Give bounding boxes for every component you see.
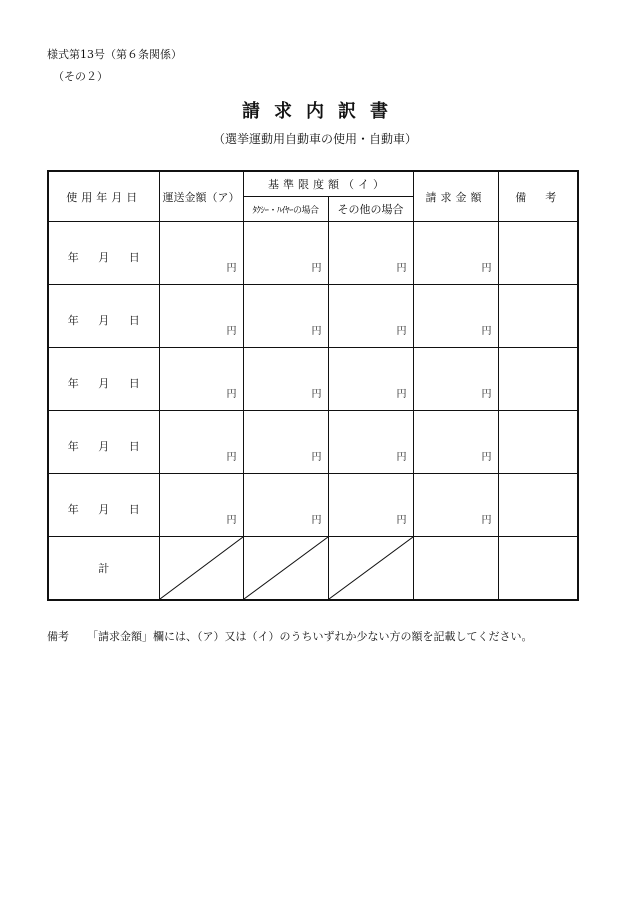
yen-unit: 円 [481, 326, 492, 337]
footnote-text: 「請求金額」欄には、（ア）又は（イ）のうちいずれか少ない方の額を記載してください。 [87, 630, 533, 643]
yen-unit: 円 [311, 515, 322, 526]
form-sub-number: （その２） [53, 70, 108, 83]
claim-amount-cell[interactable] [413, 411, 498, 474]
remarks-cell[interactable] [498, 474, 578, 537]
taxi-hire-cell[interactable] [243, 285, 328, 348]
other-cell[interactable] [328, 285, 413, 348]
yen-unit: 円 [396, 452, 407, 463]
remarks-cell[interactable] [498, 411, 578, 474]
footnote [47, 630, 533, 644]
header-standard-limit: 基準限度額（イ） [243, 171, 413, 197]
month-label: 月 [98, 377, 110, 390]
yen-unit: 円 [481, 263, 492, 274]
table-row [48, 348, 578, 411]
month-label: 月 [98, 503, 110, 516]
year-label: 年 [67, 377, 79, 390]
header-date: 使用年月日 [48, 171, 159, 222]
header-remarks: 備 考 [498, 171, 578, 222]
taxi-hire-cell[interactable] [243, 474, 328, 537]
yen-unit: 円 [396, 326, 407, 337]
claim-breakdown-table [47, 170, 579, 601]
yen-unit: 円 [226, 263, 237, 274]
total-taxi-hire-crossed [243, 537, 328, 601]
year-label: 年 [67, 314, 79, 327]
other-cell[interactable] [328, 348, 413, 411]
transport-fee-cell[interactable] [159, 348, 243, 411]
claim-amount-cell[interactable] [413, 348, 498, 411]
month-label: 月 [98, 314, 110, 327]
table-row [48, 474, 578, 537]
total-transport-fee-crossed [159, 537, 243, 601]
yen-unit: 円 [481, 515, 492, 526]
month-label: 月 [98, 440, 110, 453]
transport-fee-cell[interactable] [159, 222, 243, 285]
total-label: 計 [48, 537, 159, 601]
remarks-cell[interactable] [498, 285, 578, 348]
yen-unit: 円 [396, 389, 407, 400]
yen-unit: 円 [226, 389, 237, 400]
claim-amount-cell[interactable] [413, 222, 498, 285]
claim-amount-cell[interactable] [413, 285, 498, 348]
yen-unit: 円 [226, 452, 237, 463]
other-cell[interactable] [328, 474, 413, 537]
day-label: 日 [128, 503, 140, 516]
footnote-label: 備考 [47, 630, 69, 643]
table-row [48, 222, 578, 285]
date-cell[interactable] [48, 474, 159, 537]
remarks-cell[interactable] [498, 222, 578, 285]
transport-fee-cell[interactable] [159, 411, 243, 474]
yen-unit: 円 [226, 515, 237, 526]
yen-unit: 円 [311, 452, 322, 463]
taxi-hire-cell[interactable] [243, 411, 328, 474]
date-cell[interactable] [48, 285, 159, 348]
day-label: 日 [128, 377, 140, 390]
day-label: 日 [128, 314, 140, 327]
yen-unit: 円 [396, 263, 407, 274]
table-row [48, 285, 578, 348]
header-transport-fee: 運送金額（ア） [159, 171, 243, 222]
transport-fee-cell[interactable] [159, 474, 243, 537]
page-subtitle: （選挙運動用自動車の使用・自動車） [212, 132, 417, 146]
taxi-hire-cell[interactable] [243, 348, 328, 411]
header-other: その他の場合 [328, 197, 413, 222]
yen-unit: 円 [311, 263, 322, 274]
month-label: 月 [98, 251, 110, 264]
yen-unit: 円 [481, 452, 492, 463]
header-claim-amount: 請求金額 [413, 171, 498, 222]
claim-amount-cell[interactable] [413, 474, 498, 537]
total-claim-amount-cell[interactable] [413, 537, 498, 601]
year-label: 年 [67, 503, 79, 516]
date-cell[interactable] [48, 411, 159, 474]
page-title: 請求内訳書 [242, 101, 402, 122]
yen-unit: 円 [311, 389, 322, 400]
date-cell[interactable] [48, 222, 159, 285]
yen-unit: 円 [481, 389, 492, 400]
table-row [48, 411, 578, 474]
yen-unit: 円 [226, 326, 237, 337]
remarks-cell[interactable] [498, 348, 578, 411]
total-remarks-cell[interactable] [498, 537, 578, 601]
header-taxi-hire: ﾀｸｼｰ・ﾊｲﾔｰの場合 [243, 197, 328, 222]
day-label: 日 [128, 251, 140, 264]
total-other-crossed [328, 537, 413, 601]
taxi-hire-cell[interactable] [243, 222, 328, 285]
diagonal-line [329, 537, 413, 599]
yen-unit: 円 [396, 515, 407, 526]
year-label: 年 [67, 440, 79, 453]
form-number: 様式第13号（第６条関係） [47, 48, 182, 61]
day-label: 日 [128, 440, 140, 453]
other-cell[interactable] [328, 411, 413, 474]
date-cell[interactable] [48, 348, 159, 411]
transport-fee-cell[interactable] [159, 285, 243, 348]
diagonal-line [160, 537, 243, 599]
yen-unit: 円 [311, 326, 322, 337]
diagonal-line [244, 537, 328, 599]
other-cell[interactable] [328, 222, 413, 285]
year-label: 年 [67, 251, 79, 264]
total-row [48, 537, 578, 601]
